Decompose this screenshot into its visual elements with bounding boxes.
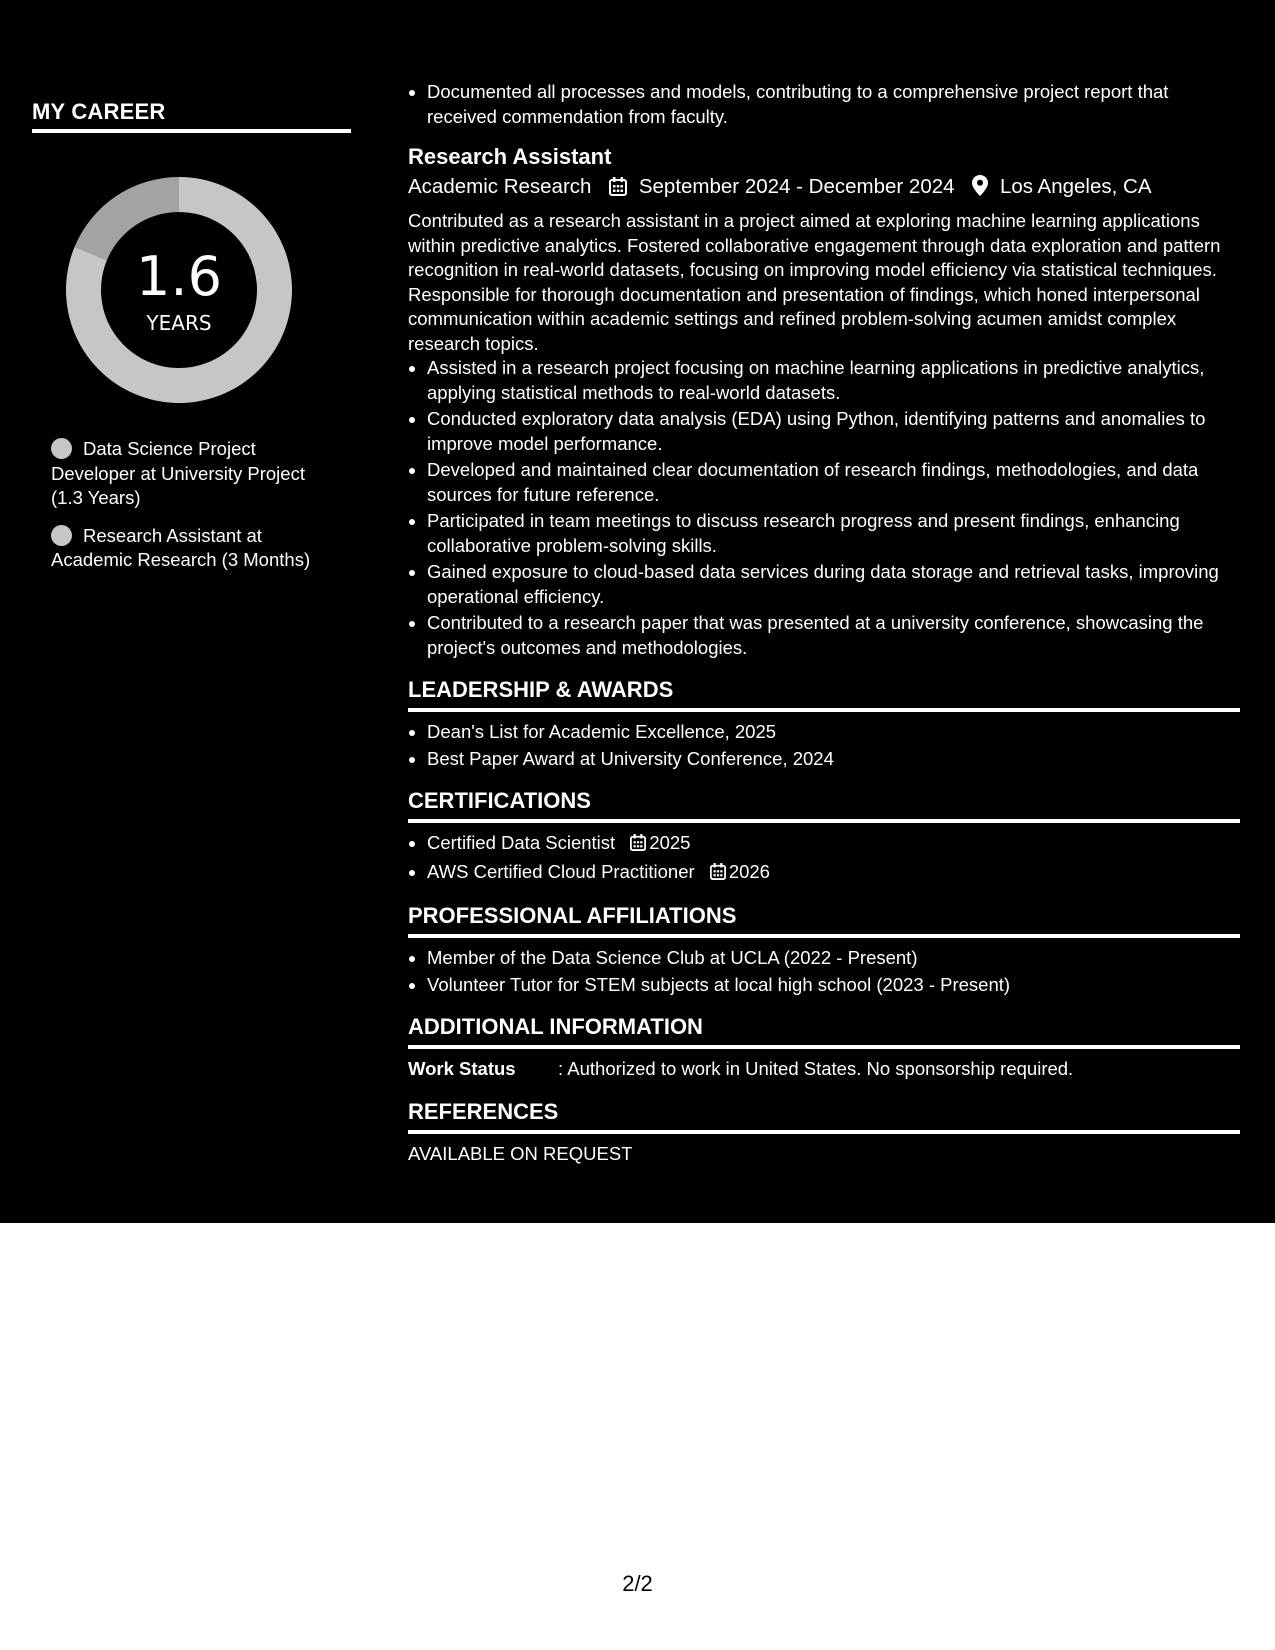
legend-label: Data Science Project Developer at University Project (1.3 Years) — [51, 438, 305, 508]
affiliations-list — [408, 946, 1240, 997]
section-heading-additional: ADDITIONAL INFORMATION — [408, 1013, 1240, 1049]
legend-item — [51, 437, 341, 511]
list-item: • Gained exposure to cloud-based data services during data storage and retrieval tasks, improving operational efficiency. — [427, 560, 1240, 609]
job-description: Contributed as a research assistant in a project aimed at exploring machine learning applications within predictive analytics. Fostered collaborative engagement through data exploration and pattern recognition in real-world datasets, focusing on improving model efficiency via statistical techniques. Responsible for thorough documentation and presentation of findings, which honed interpersonal communication within academic settings and refined problem-solving acumen amidst complex research topics. — [408, 210, 1221, 354]
previous-job-bullets — [408, 80, 1240, 129]
work-status-label: Work Status — [408, 1058, 516, 1079]
calendar-icon — [609, 175, 627, 205]
cert-year: 2025 — [649, 832, 691, 853]
calendar-icon — [710, 862, 726, 887]
section-heading-affiliations: PROFESSIONAL AFFILIATIONS — [408, 902, 1240, 938]
cert-year: 2026 — [728, 860, 770, 882]
page-number: 2/2 — [622, 1571, 653, 1596]
leadership-list — [408, 720, 1240, 771]
list-item: • Participated in team meetings to discuss research progress and present findings, enhancing collaborative problem-solving skills. — [427, 509, 1240, 558]
section-heading-references: REFERENCES — [408, 1098, 1240, 1134]
job-dates: September 2024 - December 2024 — [638, 175, 955, 198]
sidebar — [0, 0, 382, 1223]
section-heading-leadership: LEADERSHIP & AWARDS — [408, 676, 1240, 712]
job-location: Los Angeles, CA — [999, 175, 1152, 198]
certifications-list — [408, 831, 1240, 886]
work-status-row — [408, 1057, 1240, 1082]
job-bullets — [408, 356, 1240, 660]
list-item: • Member of the Data Science Club at UCLA (2022 - Present) — [427, 946, 1240, 971]
job-title: Research Assistant — [408, 144, 612, 169]
list-item — [427, 831, 1240, 858]
cert-name: AWS Certified Cloud Practitioner — [427, 860, 695, 882]
job-company: Academic Research — [408, 175, 592, 198]
legend-dot-icon — [51, 438, 72, 459]
list-item — [427, 860, 1240, 887]
donut-total-years: 1.6 — [136, 245, 222, 308]
location-pin-icon — [972, 175, 988, 205]
legend-item — [51, 524, 341, 573]
career-divider — [32, 129, 351, 133]
calendar-icon — [630, 833, 646, 858]
career-legend — [51, 437, 341, 586]
list-item: • Documented all processes and models, contributing to a comprehensive project report that received commendation from faculty. — [427, 80, 1240, 129]
list-item: • Assisted in a research project focusing on machine learning applications in predictive analytics, applying statistical methods to real-world datasets. — [427, 356, 1240, 405]
main-content — [408, 80, 1240, 1166]
references-text: AVAILABLE ON REQUEST — [408, 1142, 633, 1164]
job-meta — [408, 172, 1240, 205]
legend-label: Research Assistant at Academic Research (3 Months) — [51, 524, 311, 570]
cert-name: Certified Data Scientist — [427, 832, 616, 853]
section-heading-certifications: CERTIFICATIONS — [408, 787, 1240, 823]
list-item: • Best Paper Award at University Conference, 2024 — [427, 747, 1240, 772]
career-title: MY CAREER — [32, 99, 166, 124]
list-item: • Conducted exploratory data analysis (EDA) using Python, identifying patterns and anomalies to improve model performance. — [427, 407, 1240, 456]
list-item: • Dean's List for Academic Excellence, 2025 — [427, 720, 1240, 745]
donut-unit-label: YEARS — [146, 311, 212, 335]
list-item: • Volunteer Tutor for STEM subjects at local high school (2023 - Present) — [427, 973, 1240, 998]
list-item: • Contributed to a research paper that was presented at a university conference, showcasing the project's outcomes and methodologies. — [427, 611, 1240, 660]
list-item: • Developed and maintained clear documentation of research findings, methodologies, and data sources for future reference. — [427, 458, 1240, 507]
legend-dot-icon — [51, 525, 72, 546]
work-status-value: : Authorized to work in United States. No sponsorship required. — [558, 1058, 1074, 1079]
